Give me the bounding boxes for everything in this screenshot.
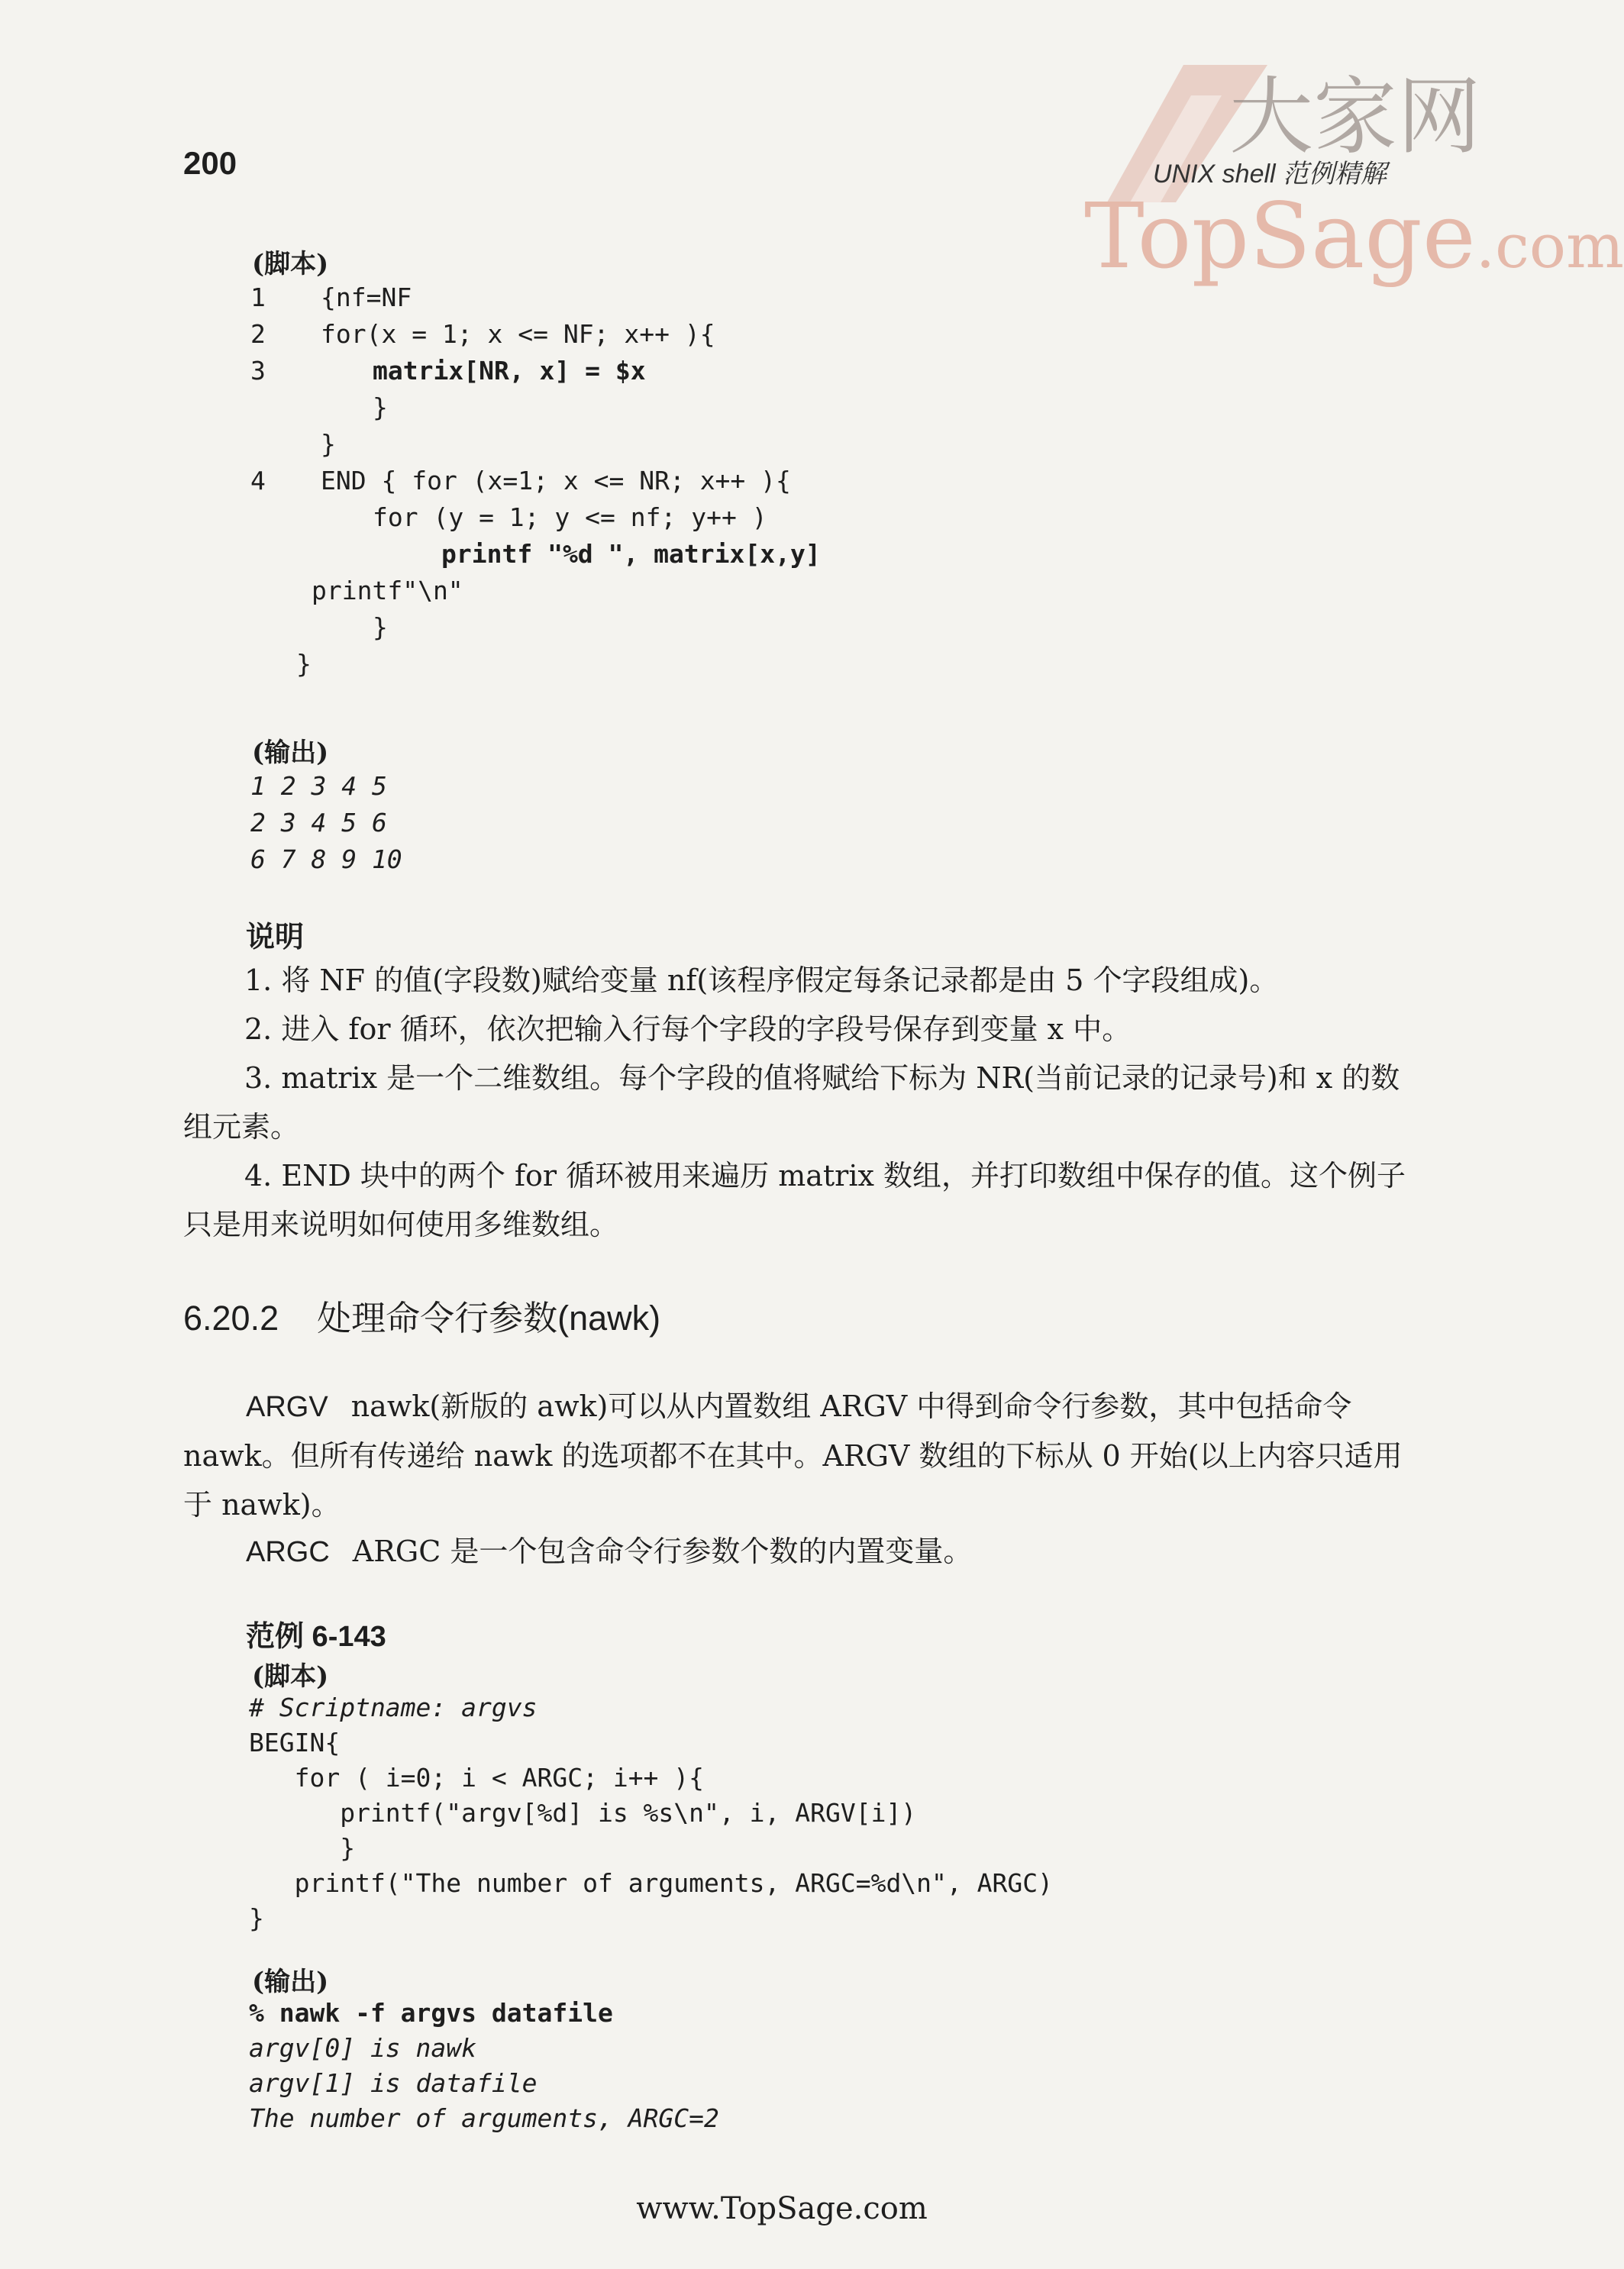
line-number: 4 (250, 466, 266, 495)
code-text: printf"\n" (312, 576, 463, 605)
argv-paragraph (183, 1382, 1420, 1529)
logo-cn-text: 大家网 (1229, 68, 1481, 166)
code-line (250, 646, 318, 683)
code-line: } (249, 1903, 264, 1933)
example-title: 范例 6-143 (246, 1621, 386, 1653)
footer-url[interactable]: www.TopSage.com (636, 2191, 928, 2226)
code-line (250, 499, 767, 536)
code-text: for (y = 1; y <= nf; y++ ) (373, 502, 767, 532)
output-line: 2 3 4 5 6 (250, 808, 387, 838)
code-text: printf "%d ", matrix[x,y] (441, 539, 821, 569)
code-line (250, 353, 646, 389)
line-number: 1 (250, 282, 266, 312)
code-text: } (321, 429, 336, 459)
explanation-item: 2. 进入 for 循环，依次把输入行每个字段的字段号保存到变量 x 中。 (244, 1012, 1132, 1046)
code-line: # Scriptname: argvs (249, 1693, 538, 1722)
code-line: BEGIN{ (249, 1728, 341, 1757)
code-text: } (373, 392, 388, 422)
code-text: } (296, 649, 312, 679)
code-line (250, 316, 715, 353)
argv-text: nawk(新版的 awk)可以从内置数组 ARGV 中得到命令行参数，其中包括命令nawk。但所有传递给 nawk 的选项都不在其中。ARGV 数组的下标从 0 开始(以上内容只适用于 nawk)。 (183, 1389, 1403, 1522)
output-block (250, 768, 402, 878)
output-block (249, 1996, 719, 2136)
argc-text: ARGC 是一个包含命令行参数个数的内置变量。 (352, 1535, 973, 1568)
code-text: for(x = 1; x <= NF; x++ ){ (321, 319, 715, 349)
code-block (249, 1690, 1053, 1936)
code-line (250, 463, 791, 499)
line-number: 2 (250, 319, 266, 349)
explanation-list (183, 956, 1420, 1249)
output-line: 1 2 3 4 5 (250, 771, 387, 801)
page-number: 200 (183, 145, 237, 181)
section-title: 处理命令行参数(nawk) (317, 1299, 661, 1338)
code-text: } (373, 612, 388, 642)
code-line (250, 536, 821, 573)
book-title: UNIX shell 范例精解 (1153, 160, 1387, 189)
code-line: printf("argv[%d] is %s\n", i, ARGV[i]) (249, 1798, 917, 1828)
output-line: 6 7 8 9 10 (250, 844, 402, 874)
output-line: % nawk -f argvs datafile (249, 1998, 613, 2028)
code-block (250, 279, 821, 683)
output-line: argv[0] is nawk (249, 2033, 477, 2063)
section-heading (183, 1290, 660, 1340)
code-text: {nf=NF (321, 282, 412, 312)
code-line: printf("The number of arguments, ARGC=%d\n", ARGC) (249, 1868, 1053, 1898)
code-line (250, 279, 412, 316)
code-line (250, 573, 463, 609)
explanation-item: 3. matrix 是一个二维数组。每个字段的值将赋给下标为 NR(当前记录的记录号)和 x 的数组元素。 (183, 1061, 1400, 1144)
code-line: } (249, 1833, 356, 1863)
output-line: argv[1] is datafile (249, 2068, 538, 2098)
code-text: matrix[NR, x] = $x (373, 356, 646, 386)
logo-en-text: TopSage.com (1084, 183, 1624, 289)
argc-term: ARGC (246, 1536, 330, 1568)
explanation-heading: 说明 (246, 919, 305, 954)
output-label: (输出) (252, 738, 329, 768)
output-line: The number of arguments, ARGC=2 (249, 2103, 719, 2133)
argv-term: ARGV (246, 1391, 328, 1423)
script-label: (脚本) (252, 1661, 329, 1692)
output-label: (输出) (252, 1967, 329, 1997)
line-number: 3 (250, 356, 266, 386)
code-line (250, 426, 336, 463)
code-line (250, 389, 388, 426)
code-line (250, 609, 388, 646)
section-number: 6.20.2 (183, 1299, 279, 1338)
explanation-item: 4. END 块中的两个 for 循环被用来遍历 matrix 数组，并打印数组中保存的值。这个例子只是用来说明如何使用多维数组。 (183, 1159, 1406, 1241)
explanation-item: 1. 将 NF 的值(字段数)赋给变量 nf(该程序假定每条记录都是由 5 个字段组成)。 (244, 963, 1279, 997)
code-line: for ( i=0; i < ARGC; i++ ){ (249, 1763, 705, 1793)
argc-paragraph (183, 1527, 1420, 1577)
code-text: END { for (x=1; x <= NR; x++ ){ (321, 466, 791, 495)
script-label: (脚本) (252, 249, 329, 279)
